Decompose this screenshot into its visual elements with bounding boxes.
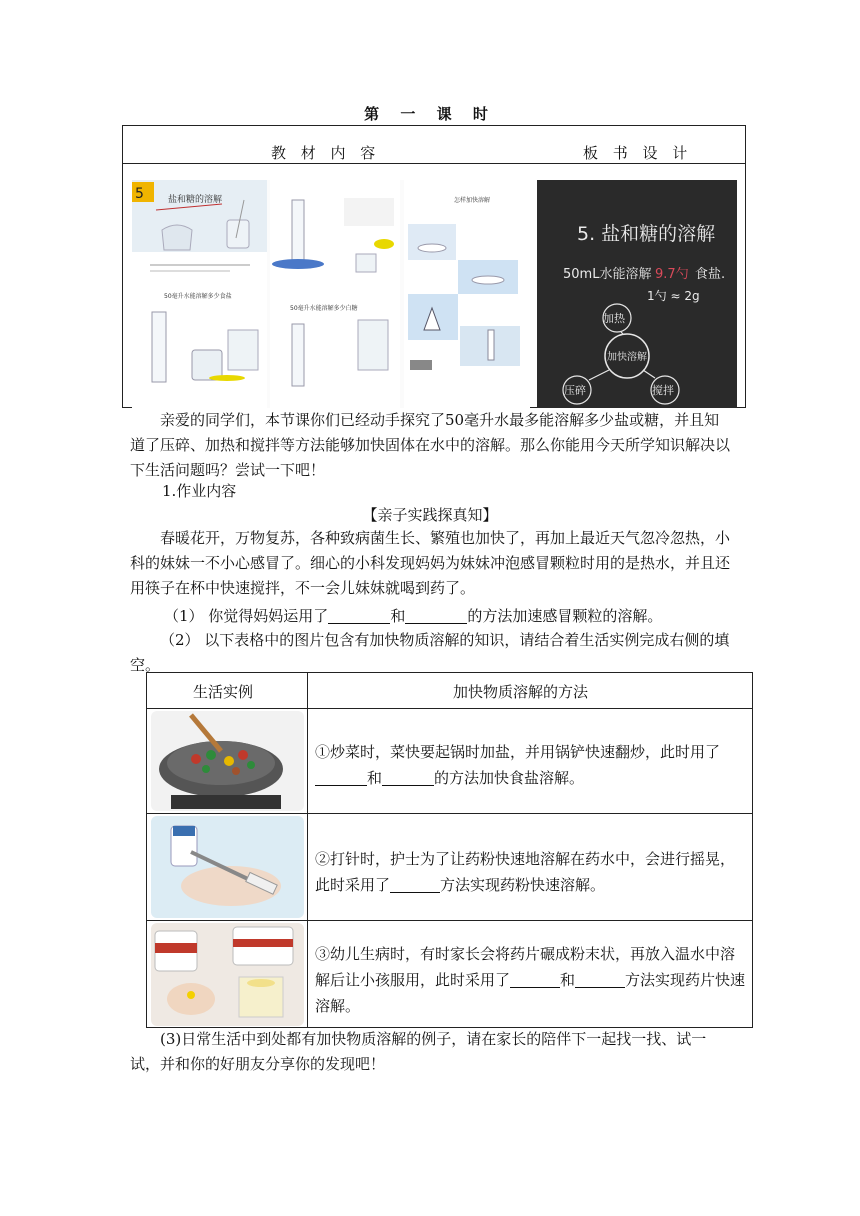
question-2: （2） 以下表格中的图片包含有加快物质溶解的知识，请结合着生活实例完成右侧的填空。 [130,631,730,674]
row3-text-c: 方法实现药片快速溶解。 [315,971,746,1015]
row2-text-b: 方法实现药粉快速溶解。 [440,876,606,894]
q1-text-c: 的方法加速感冒颗粒的溶解。 [467,607,663,625]
row3-text-a: ③幼儿生病时，有时家长会将药片碾成粉末状，再放入温水中溶解后让小孩服用，此时采用了 [315,945,736,989]
q1-blank-1[interactable] [328,606,390,624]
row3-text-b: 和 [560,971,576,989]
board-title: 5. 盐和糖的溶解 [577,223,716,245]
row3-blank-2[interactable] [575,970,625,988]
question-3: (3)日常生活中到处都有加快物质溶解的例子，请在家长的陪伴下一起找一找、试一试，并和你的好朋友分享你的发现吧！ [130,1030,707,1073]
board-node-stir: 搅拌 [652,384,674,397]
q1-text-a: （1） 你觉得妈妈运用了 [164,607,329,625]
table-row-divider [147,813,752,814]
story-paragraph: 春暖花开，万物复苏，各种致病菌生长、繁殖也加快了，再加上最近天气忽冷忽热，小科的妹妹一不小心感冒了。细心的小科发现妈妈为妹妹冲泡感冒颗粒时用的是热水，并且还用筷子在杯中快速搅拌，不一会儿妹妹就喝到药了。 [130,529,731,597]
table-row-divider [147,708,752,709]
table-column-divider [307,673,308,1027]
row3-text [315,941,747,1019]
textbook-subheading-3: 怎样加快溶解 [454,197,491,204]
board-line2-end: 食盐. [695,267,726,282]
blackboard-design-image [537,180,737,408]
row3-blank-1[interactable] [510,970,560,988]
row2-blank-1[interactable] [390,875,440,893]
textbook-lesson-title: 盐和糖的溶解 [168,195,223,205]
table-row-divider [147,920,752,921]
board-node-heat: 加热 [603,312,625,325]
textbook-pages-image [132,180,530,408]
question-1 [164,604,744,629]
header-board-design: 板 书 设 计 [583,144,693,162]
textbook-lesson-number: 5 [135,186,144,202]
textbook-subheading-1: 50毫升水能溶解多少食盐 [164,293,232,300]
q1-text-b: 和 [390,607,406,625]
section-title: 【亲子实践探真知】 [362,506,498,524]
life-examples-table [146,672,753,1028]
header-life-example: 生活实例 [193,683,254,701]
row2-text-a: ②打针时，护士为了让药粉快速地溶解在药水中，会进行摇晃，此时采用了 [315,850,736,894]
injection-image [151,816,304,918]
row1-text [315,739,747,791]
row2-text [315,846,747,898]
row1-text-a: ①炒菜时，菜快要起锅时加盐，并用锅铲快速翻炒，此时用了 [315,743,721,761]
lesson-table-header [123,126,745,164]
textbook-subheading-2: 50毫升水能溶解多少白糖 [290,305,358,312]
header-method: 加快物质溶解的方法 [453,683,589,701]
board-line2: 50mL水能溶解 [563,267,652,282]
page-title: 第 一 课 时 [364,105,496,123]
row1-blank-1[interactable] [315,768,367,786]
row1-text-b: 和 [367,769,383,787]
board-line3: 1勺 ≈ 2g [647,289,700,303]
board-node-crush: 压碎 [564,384,586,397]
section-label: 1.作业内容 [162,482,237,500]
board-center: 加快溶解 [607,352,647,363]
header-textbook-content: 教 材 内 容 [271,144,381,162]
medicine-powder-image [151,923,304,1026]
lesson-table [122,125,746,408]
row1-blank-2[interactable] [382,768,434,786]
board-line2-highlight: 9.7勺 [655,267,689,282]
intro-paragraph: 亲爱的同学们，本节课你们已经动手探究了50毫升水最多能溶解多少盐或糖，并且知道了压碎、加热和搅拌等方法能够加快固体在水中的溶解。那么你能用今天所学知识解决以下生活问题吗？尝试一下吧！ [130,411,731,479]
row1-text-c: 的方法加快食盐溶解。 [434,769,585,787]
q1-blank-2[interactable] [405,606,467,624]
stir-fry-image [151,711,304,811]
